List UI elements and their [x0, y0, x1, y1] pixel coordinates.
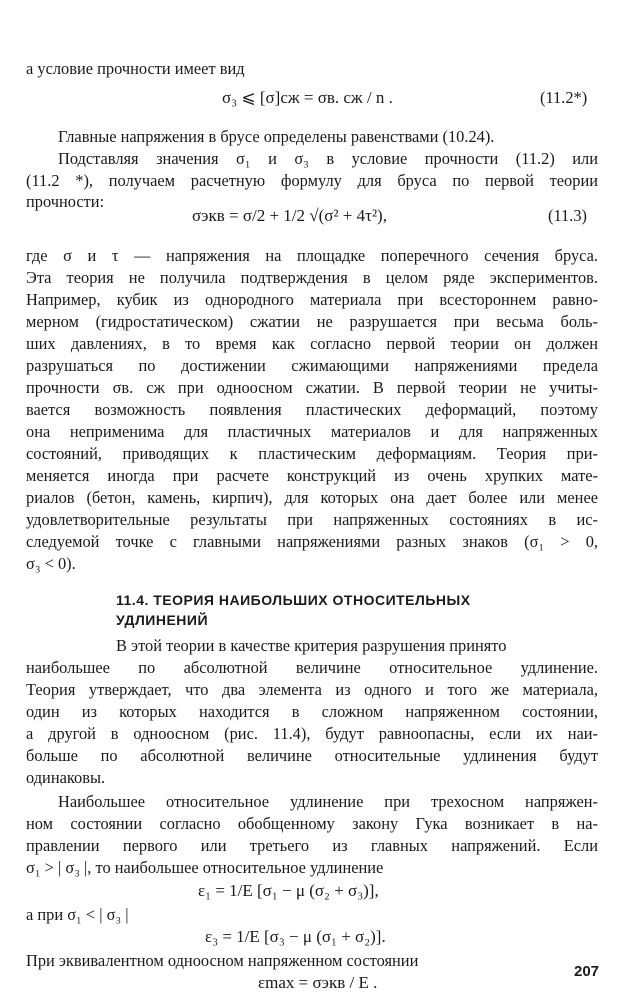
- text-line: а условие прочности имеет вид: [26, 59, 245, 78]
- text-line: вается возможность появления пластических деформаций, поэтому: [26, 400, 598, 419]
- text-line: σ₁ > | σ₃ |, то наибольшее относительное удлинение: [26, 858, 384, 877]
- formula-11-3: σэкв = σ/2 + 1/2 √(σ² + 4τ²),: [192, 206, 387, 225]
- text-line: меняется иногда при расчете конструкций из очень хрупких мате-: [26, 466, 598, 485]
- text-line: σ₃ < 0).: [26, 554, 76, 573]
- text-line: В этой теории в качестве критерия разрушения принято: [116, 636, 507, 655]
- formula-epsilon-3: ε₃ = 1/E [σ₃ − μ (σ₁ + σ₂)].: [205, 927, 386, 946]
- text-line: удовлетворительные результаты при напряженных состояниях в ис-: [26, 510, 598, 529]
- text-line: Главные напряжения в брусе определены равенствами (10.24).: [58, 127, 495, 146]
- text-line: ших давлениях, в то время как согласно первой теории он должен: [26, 334, 598, 353]
- text-line: (11.2 *), получаем расчетную формулу для бруса по первой теории: [26, 171, 598, 190]
- section-heading: 11.4. ТЕОРИЯ НАИБОЛЬШИХ ОТНОСИТЕЛЬНЫХ: [116, 592, 471, 608]
- text-line: риалов (бетон, камень, кирпич), для которых она дает более или менее: [26, 488, 598, 507]
- text-line: прочности σв. сж при одноосном сжатии. В первой теории не учиты-: [26, 378, 598, 397]
- text-line: больше по абсолютной величине относительные удлинения будут: [26, 746, 598, 765]
- formula-epsilon-max: εmax = σэкв / E .: [258, 973, 378, 992]
- text-line: разрушаться по достижении сжимающими напряжениями предела: [26, 356, 598, 375]
- text-line: Подставляя значения σ₁ и σ₃ в условие прочности (11.2) или: [58, 149, 598, 168]
- text-line: мерном (гидростатическом) сжатии не разрушается при весьма боль-: [26, 312, 598, 331]
- text-line: ном состоянии согласно обобщенному закону Гука возникает в на-: [26, 814, 598, 833]
- text-line: При эквивалентном одноосном напряженном состоянии: [26, 951, 419, 970]
- text-line: Наибольшее относительное удлинение при трехосном напряжен-: [58, 792, 598, 811]
- text-line: она неприменима для пластичных материалов и для напряженных: [26, 422, 598, 441]
- formula-11-2-star: σ₃ ⩽ [σ]сж = σв. сж / n .: [222, 88, 393, 107]
- text-line: а другой в одноосном (рис. 11.4), будут равноопасны, если их наи-: [26, 724, 598, 743]
- text-line: где σ и τ — напряжения на площадке поперечного сечения бруса.: [26, 246, 598, 265]
- text-line: Теория утверждает, что два элемента из одного и того же материала,: [26, 680, 598, 699]
- text-line: прочности:: [26, 192, 105, 211]
- equation-number: (11.3): [548, 206, 587, 225]
- text-line: одинаковы.: [26, 768, 106, 787]
- formula-epsilon-1: ε₁ = 1/E [σ₁ − μ (σ₂ + σ₃)],: [198, 881, 379, 900]
- equation-number: (11.2*): [540, 88, 588, 107]
- text-line: Например, кубик из однородного материала при всестороннем равно-: [26, 290, 598, 309]
- text-line: а при σ₁ < | σ₃ |: [26, 905, 129, 924]
- text-line: следуемой точке с главными напряжениями разных знаков (σ₁ > 0,: [26, 532, 598, 551]
- text-line: наибольшее по абсолютной величине относительное удлинение.: [26, 658, 598, 677]
- page-number: 207: [574, 963, 600, 980]
- text-line: состояний, приводящих к пластическим деформациям. Теория при-: [26, 444, 598, 463]
- text-line: Эта теория не получила подтверждения в целом ряде экспериментов.: [26, 268, 598, 287]
- text-line: один из которых находится в сложном напряженном состоянии,: [26, 702, 598, 721]
- text-line: правлении первого или третьего из главных напряжений. Если: [26, 836, 598, 855]
- section-heading: УДЛИНЕНИЙ: [116, 612, 209, 628]
